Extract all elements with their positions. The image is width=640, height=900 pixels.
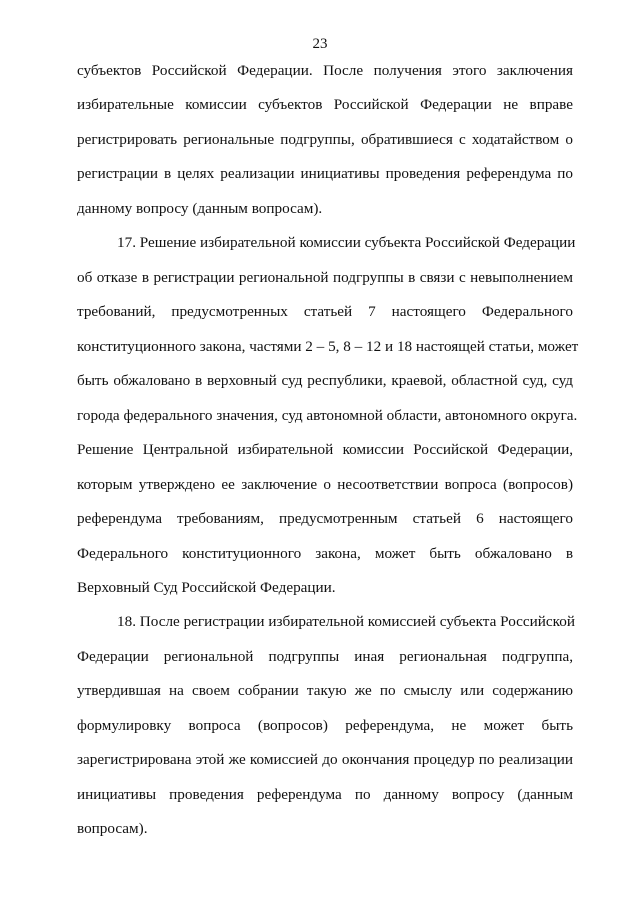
text-line: Федерального конституционного закона, может быть обжаловано в	[77, 545, 573, 562]
text-line: избирательные комиссии субъектов Российской Федерации не вправе	[77, 96, 573, 113]
text-line: Федерации региональной подгруппы иная региональная подгруппа,	[77, 648, 573, 665]
text-line: об отказе в регистрации региональной подгруппы в связи с невыполнением	[77, 269, 573, 286]
text-line: регистрации в целях реализации инициативы проведения референдума по	[77, 165, 573, 182]
text-line: которым утверждено ее заключение о несоответствии вопроса (вопросов)	[77, 476, 573, 493]
page-number: 23	[312, 36, 328, 52]
text-line: Решение Центральной избирательной комиссии Российской Федерации,	[77, 441, 573, 458]
text-line: вопросам).	[77, 820, 148, 837]
text-line: регистрировать региональные подгруппы, обратившиеся с ходатайством о	[77, 131, 573, 148]
text-line: формулировку вопроса (вопросов) референдума, не может быть	[77, 717, 573, 734]
text-line: Верховный Суд Российской Федерации.	[77, 579, 336, 596]
text-line: референдума требованиям, предусмотренным статьей 6 настоящего	[77, 510, 573, 527]
text-line: субъектов Российской Федерации. После получения этого заключения	[77, 62, 573, 79]
text-line: быть обжаловано в верховный суд республики, краевой, областной суд, суд	[77, 372, 573, 389]
text-line: конституционного закона, частями 2 – 5, 8 – 12 и 18 настоящей статьи, может	[77, 338, 579, 355]
text-line: данному вопросу (данным вопросам).	[77, 200, 323, 217]
text-line: зарегистрирована этой же комиссией до окончания процедур по реализации	[77, 751, 573, 768]
paragraph-17-first-line: 17. Решение избирательной комиссии субъекта Российской Федерации	[117, 234, 576, 251]
text-line: требований, предусмотренных статьей 7 настоящего Федерального	[77, 303, 573, 320]
text-line: инициативы проведения референдума по данному вопросу (данным	[77, 786, 573, 803]
paragraph-18-first-line: 18. После регистрации избирательной комиссией субъекта Российской	[117, 613, 575, 630]
text-line: утвердившая на своем собрании такую же по смыслу или содержанию	[77, 682, 573, 699]
text-line: города федерального значения, суд автономной области, автономного округа.	[77, 407, 578, 424]
